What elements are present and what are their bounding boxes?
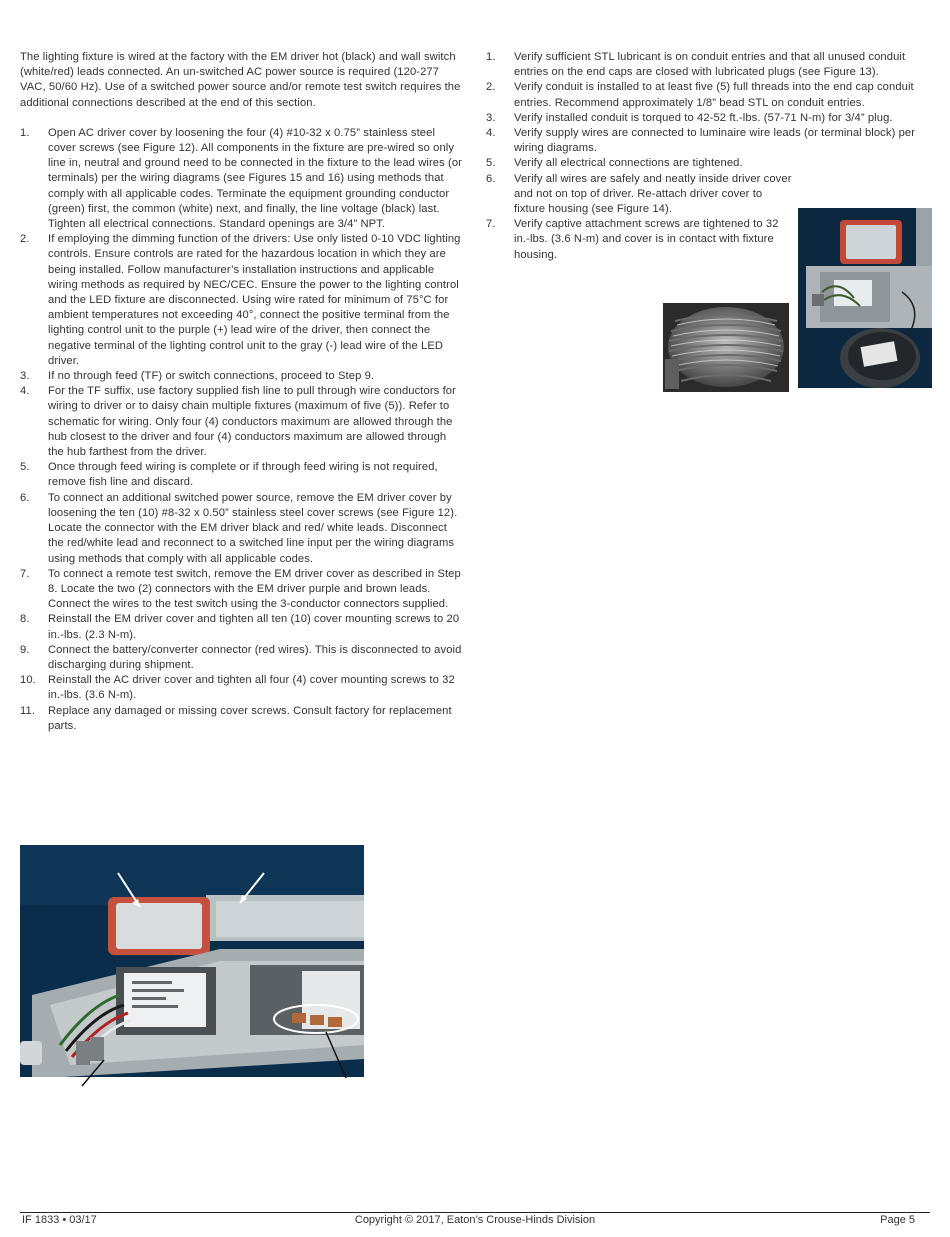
step-text: Verify sufficient STL lubricant is on conduit entries and that all unused conduit entries on the end caps are closed with lubricated plugs (see Figure 13). bbox=[514, 51, 906, 79]
step-number: 7. bbox=[486, 218, 496, 231]
driver-compartment-photo bbox=[20, 845, 364, 1077]
conduit-threads-photo bbox=[663, 303, 789, 392]
fixture-housing-image bbox=[798, 208, 932, 388]
step-text: Replace any damaged or missing cover screws. Consult factory for replacement parts. bbox=[48, 704, 452, 732]
step-text: Open AC driver cover by loosening the four (4) #10-32 x 0.75” stainless steel cover screws (see Figure 12). All components in the fixture are pre-wired so only line in, neutral and ground need to be connected in the fixture to the lead wires (or terminals) per the wiring diagrams (see Figures 15 and 16) using methods that comply with all applicable codes. Terminate the equipment grounding conductor (green) first, the common (white) next, and finally, the line voltage (black) last. Tighten all electrical connections. Standard openings are 3/4” NPT. bbox=[48, 126, 462, 231]
list-item bbox=[486, 217, 792, 263]
list-item bbox=[20, 704, 464, 734]
step-text: Verify captive attachment screws are tightened to 32 in.-lbs. (3.6 N-m) and cover is in contact with fixture housing. bbox=[514, 218, 779, 261]
step-number: 6. bbox=[486, 172, 496, 185]
step-number: 5. bbox=[20, 461, 30, 474]
step-text: To connect a remote test switch, remove the EM driver cover as described in Step 8. Locate the two (2) connectors with the EM driver purple and brown leads. Connect the wires to the test switch using the 3-conductor connectors supplied. bbox=[48, 567, 461, 611]
list-item bbox=[20, 673, 464, 703]
step-number: 2. bbox=[486, 81, 496, 94]
step-number: 7. bbox=[20, 567, 30, 580]
step-text: Reinstall the AC driver cover and tighten all four (4) cover mounting screws to 32 in.-lbs. (3.6 N-m). bbox=[48, 674, 455, 702]
step-text: Reinstall the EM driver cover and tighten all ten (10) cover mounting screws to 20 in.-lbs. (2.3 N-m). bbox=[48, 613, 460, 641]
fixture-housing-photo bbox=[798, 208, 932, 388]
step-text: Verify supply wires are connected to luminaire wire leads (or terminal block) per wiring diagrams. bbox=[514, 127, 916, 155]
callout-line-left bbox=[78, 1060, 118, 1090]
callout-line-right bbox=[320, 1030, 360, 1080]
list-item bbox=[486, 111, 916, 126]
step-text: Verify conduit is installed to at least five (5) full threads into the end cap conduit entries. Recommend approximately 1/8” bead STL on conduit entries. bbox=[514, 81, 914, 109]
installation-steps bbox=[20, 126, 464, 734]
footer-rule bbox=[20, 1212, 930, 1213]
list-item bbox=[486, 172, 792, 218]
step-number: 10. bbox=[20, 674, 36, 687]
document-id: IF 1833 • 03/17 bbox=[22, 1214, 97, 1226]
step-text: Verify all wires are safely and neatly inside driver cover and not on top of driver. Re-attach driver cover to fixture housing (see Figure 14). bbox=[514, 172, 792, 216]
step-number: 9. bbox=[20, 643, 30, 656]
list-item bbox=[20, 643, 464, 673]
driver-compartment-image bbox=[20, 845, 364, 1077]
list-item bbox=[20, 126, 464, 232]
step-number: 1. bbox=[20, 126, 30, 139]
conduit-threads-image bbox=[663, 303, 789, 392]
step-number: 1. bbox=[486, 51, 496, 63]
list-item bbox=[20, 384, 464, 460]
step-number: 11. bbox=[20, 704, 36, 717]
page-number: Page 5 bbox=[880, 1214, 915, 1226]
step-number: 5. bbox=[486, 157, 496, 170]
list-item bbox=[20, 491, 464, 567]
step-number: 3. bbox=[20, 370, 30, 383]
intro-paragraph: The lighting fixture is wired at the factory with the EM driver hot (black) and wall switch (white/red) leads connected. An un-switched AC power source is required (120-277 VAC, 50/60 Hz). Use of a switched power source and/or remote test switch requires the additional connections described at the end of this section. bbox=[20, 51, 461, 109]
step-text: Verify all electrical connections are tightened. bbox=[514, 157, 743, 170]
step-number: 2. bbox=[20, 233, 30, 246]
step-text: If no through feed (TF) or switch connections, proceed to Step 9. bbox=[48, 370, 375, 383]
step-text: Verify installed conduit is torqued to 42-52 ft.-lbs. (57-71 N-m) for 3/4” plug. bbox=[514, 111, 893, 124]
list-item bbox=[20, 612, 464, 642]
step-number: 6. bbox=[20, 491, 30, 504]
list-item bbox=[20, 369, 464, 384]
list-item bbox=[20, 460, 464, 490]
step-text: If employing the dimming function of the drivers: Use only listed 0-10 VDC lighting controls. Ensure controls are rated for the hazardous location in which they are being installed. Follow manufacturer’s installation instructions and applicable wiring methods as required by NEC/CEC. Ensure the power to the lighting control and the LED fixture are disconnected. Using wire rated for minimum of 75°C for ambient temperatures not exceeding 40°, connect the positive terminal from the lighting control unit to the purple (+) lead wire of the driver, then connect the negative terminal of the lighting control unit to the gray (-) lead wire of the LED driver. bbox=[48, 233, 461, 367]
step-text: Connect the battery/converter connector (red wires). This is disconnected to avoid discharging during shipment. bbox=[48, 643, 462, 671]
list-item bbox=[486, 80, 916, 110]
list-item bbox=[20, 232, 464, 369]
list-item bbox=[486, 156, 916, 171]
left-column bbox=[20, 50, 464, 734]
list-item bbox=[20, 567, 464, 613]
step-number: 8. bbox=[20, 613, 30, 626]
step-text: For the TF suffix, use factory supplied fish line to pull through wire conductors for wiring to driver or to daisy chain multiple fixtures (maximum of five (5)). Refer to schematic for wiring. Only four (4) conductors maximum are allowed through the hub closest to the driver and four (4) conductors maximum are allowed through the hub farthest from the driver. bbox=[48, 385, 456, 459]
copyright-notice: Copyright © 2017, Eaton’s Crouse-Hinds Division bbox=[354, 1214, 596, 1226]
step-text: Once through feed wiring is complete or if through feed wiring is not required, remove fish line and discard. bbox=[48, 461, 438, 489]
step-text: To connect an additional switched power source, remove the EM driver cover by loosening the ten (10) #8-32 x 0.50” stainless steel cover screws (see Figure 12). Locate the connector with the EM driver black and red/ white leads. Disconnect the red/white lead and reconnect to a switched line input per the wiring diagrams using methods that comply with all applicable codes. bbox=[48, 491, 458, 565]
step-number: 4. bbox=[486, 127, 496, 140]
step-number: 4. bbox=[20, 385, 30, 398]
step-number: 3. bbox=[486, 111, 496, 124]
list-item bbox=[486, 50, 916, 80]
list-item bbox=[486, 126, 916, 156]
